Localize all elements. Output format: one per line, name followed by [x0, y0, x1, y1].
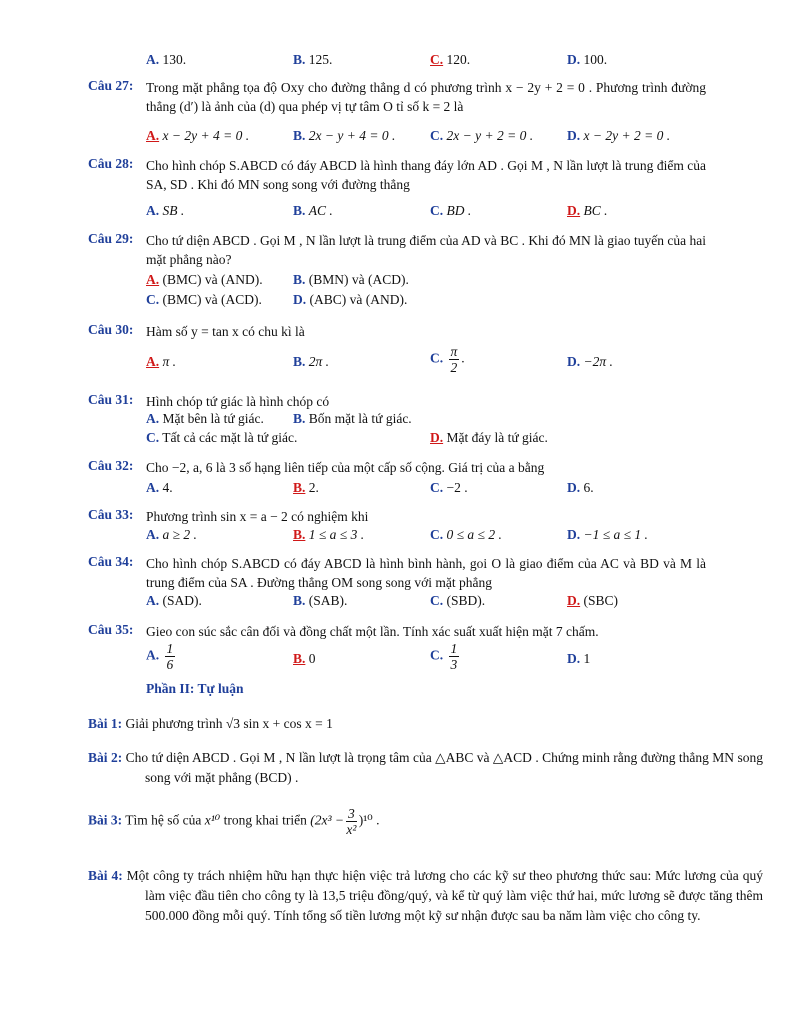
q27-option-a: A. x − 2y + 4 = 0 .	[146, 128, 250, 143]
q35-option-a: A. $\frac{1}{6}$	[146, 641, 174, 672]
q33-stem: Phương trình sin x = a − 2 có nghiệm khi	[146, 509, 369, 524]
q30-fraction: $\frac{\pi}{2}$	[450, 344, 458, 375]
q30-label: Câu 30:	[88, 322, 134, 337]
q28-option-a: A. SB .	[146, 203, 185, 218]
q27-option-b: B. 2x − y + 4 = 0 .	[293, 128, 396, 143]
q33-option-d: D. −1 ≤ a ≤ 1 .	[567, 527, 648, 542]
q26-option-d: D. 100.	[567, 52, 608, 67]
q35-fraction-a: $\frac{1}{6}$	[166, 641, 174, 672]
q32-option-b: B. 2.	[293, 480, 319, 495]
q28-option-d: D. BC .	[567, 203, 608, 218]
q31-option-a: A. Mặt bên là tứ giác.	[146, 411, 264, 426]
q29-option-d: D. (ABC) và (AND).	[293, 292, 408, 307]
part2-heading: Phần II: Tự luận	[146, 681, 244, 696]
q26-option-c: C. 120.	[430, 52, 471, 67]
q28-option-c: C. BD .	[430, 203, 472, 218]
bai3: Bài 3: Tìm hệ số của x¹⁰ trong khai triển (2x³ − $\frac{3}{\text{x²}}$ )¹⁰ .	[88, 806, 380, 837]
q30-option-a: A. π .	[146, 354, 177, 369]
bai4	[88, 866, 763, 926]
q29-option-b: B. (BMN) và (ACD).	[293, 272, 409, 287]
q29-option-c: C. (BMC) và (ACD).	[146, 292, 262, 307]
q31-stem: Hình chóp tứ giác là hình chóp có	[146, 394, 330, 409]
q29-option-a: A. (BMC) và (AND).	[146, 272, 263, 287]
q30-options	[0, 344, 792, 384]
q33-label: Câu 33:	[88, 507, 134, 522]
q33-option-b: B. 1 ≤ a ≤ 3 .	[293, 527, 365, 542]
q33-option-a: A. a ≥ 2 .	[146, 527, 197, 542]
q26-option-a: A. 130.	[146, 52, 187, 67]
q34-option-a: A. (SAD).	[146, 593, 202, 608]
q30-stem: Hàm số y = tan x có chu kì là	[146, 324, 305, 339]
q30-option-b: B. 2π .	[293, 354, 330, 369]
q35-option-c: C. $\frac{1}{3}$	[430, 641, 458, 672]
q32-option-d: D. 6.	[567, 480, 594, 495]
bai2-label: Bài 2:	[88, 750, 123, 765]
bai4-text: Một công ty trách nhiệm hữu hạn thực hiện việc trả lương cho các kỹ sư theo phương thức sau: Mức lương của quý làm việc đầu tiên cho công ty là 13,5 triệu đồng/quý, và kể từ quý làm việc thứ hai, mức lương sẽ được tăng thêm 500.000 đồng mỗi quý. Tính tổng số tiền lương một kỹ sư nhận được sau ba năm làm việc cho công ty.	[126, 868, 763, 923]
q35-fraction-c: $\frac{1}{3}$	[450, 641, 458, 672]
q27-stem: Trong mặt phẳng tọa độ Oxy cho đường thẳng d có phương trình x − 2y + 2 = 0 . Phương trình đường thẳng (d′) là ảnh của (d) qua phép vị tự tâm O tỉ số k = 2 là	[146, 80, 706, 114]
q34-label: Câu 34:	[88, 554, 134, 569]
bai2	[88, 748, 763, 788]
q31-option-d: D. Mặt đáy là tứ giác.	[430, 430, 548, 445]
q35-option-b: B. 0	[293, 651, 316, 666]
q32-option-a: A. 4.	[146, 480, 173, 495]
q32-stem: Cho −2, a, 6 là 3 số hạng liên tiếp của một cấp số cộng. Giá trị của a bằng	[146, 460, 545, 475]
bai3-label: Bài 3:	[88, 812, 123, 828]
q35-label: Câu 35:	[88, 622, 134, 637]
q31-option-c: C. Tất cả các mặt là tứ giác.	[146, 430, 298, 445]
bai1-label: Bài 1:	[88, 716, 123, 731]
q28-label: Câu 28:	[88, 156, 134, 171]
q29-stem: Cho tứ diện ABCD . Gọi M , N lần lượt là trung điểm của AD và BC . Khi đó MN là giao tuyến của hai mặt phẳng nào?	[146, 233, 706, 267]
q30-option-c: C. $\frac{\pi}{2}$ .	[430, 344, 465, 375]
bai4-label: Bài 4:	[88, 868, 123, 883]
bai2-text: Cho tứ diện ABCD . Gọi M , N lần lượt là trọng tâm của △ABC và △ACD . Chứng minh rằng đường thẳng MN song song với mặt phẳng (BCD) .	[125, 750, 763, 785]
q27-option-d: D. x − 2y + 2 = 0 .	[567, 128, 671, 143]
q31-label: Câu 31:	[88, 392, 134, 407]
q32-option-c: C. −2 .	[430, 480, 468, 495]
q26-option-b: B. 125.	[293, 52, 333, 67]
bai3-fraction: $\frac{3}{\text{x²}}$	[346, 806, 357, 837]
bai1	[88, 714, 706, 734]
q34-option-b: B. (SAB).	[293, 593, 348, 608]
q34-option-c: C. (SBD).	[430, 593, 486, 608]
q30-option-d: D. −2π .	[567, 354, 613, 369]
q28-stem: Cho hình chóp S.ABCD có đáy ABCD là hình thang đáy lớn AD . Gọi M , N lần lượt là trung điểm của SA, SD . Khi đó MN song song với đường thẳng	[146, 158, 706, 192]
q32-label: Câu 32:	[88, 458, 134, 473]
q35-options	[0, 641, 792, 681]
q28-option-b: B. AC .	[293, 203, 333, 218]
q27-label: Câu 27:	[88, 78, 134, 93]
q35-stem: Gieo con súc sắc cân đối và đồng chất một lần. Tính xác suất xuất hiện mặt 7 chấm.	[146, 624, 599, 639]
q29-label: Câu 29:	[88, 231, 134, 246]
q34-stem: Cho hình chóp S.ABCD có đáy ABCD là hình bình hành, goi O là giao điểm của AC và BD và M là trung điểm của SA . Đường thẳng OM song song với mặt phẳng	[146, 556, 706, 590]
q35-option-d: D. 1	[567, 651, 591, 666]
q27-option-c: C. 2x − y + 2 = 0 .	[430, 128, 534, 143]
q33-option-c: C. 0 ≤ a ≤ 2 .	[430, 527, 502, 542]
q34-option-d: D. (SBC)	[567, 593, 619, 608]
q31-option-b: B. Bốn mặt là tứ giác.	[293, 411, 412, 426]
bai1-text: Giải phương trình √3 sin x + cos x = 1	[125, 716, 333, 731]
